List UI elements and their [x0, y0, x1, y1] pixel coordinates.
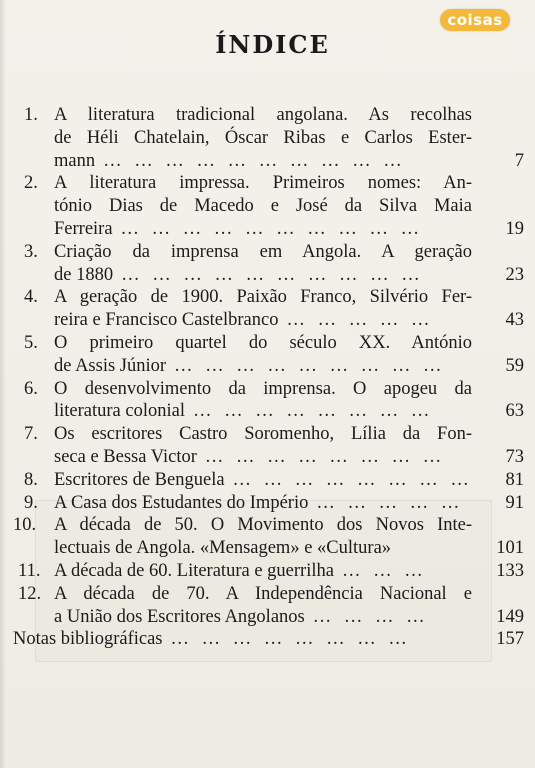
toc-entry-line [54, 560, 472, 583]
toc-entry-page-number: 101 [496, 538, 524, 559]
toc-entry-page-number: 43 [505, 310, 524, 331]
toc-entry-line-text: A década de 70. A Independência Nacional e [54, 583, 472, 604]
toc-entry-text [54, 423, 472, 469]
dot-leaders: … … … … … … … … [232, 469, 473, 490]
toc-entry-line [54, 241, 472, 264]
toc-entry-line [54, 150, 472, 173]
toc-entry-page-number: 19 [505, 218, 524, 239]
toc-entry-line-text: literatura colonial [54, 401, 185, 422]
toc-entry-line [54, 446, 472, 469]
toc-entry [0, 423, 535, 469]
toc-entry-line-text: seca e Bessa Victor [54, 446, 197, 467]
toc-entry-line-text: lectuais de Angola. «Mensagem» e «Cultura» [54, 538, 392, 559]
toc-entry-line-text: Ferreira [54, 218, 113, 239]
toc-entry-line-text: Criação da imprensa em Angola. A geração [54, 241, 472, 262]
toc-entry-text [54, 492, 472, 515]
toc-entry-number: 10. [13, 515, 37, 536]
toc-entry-line-text: tónio Dias de Macedo e José da Silva Maia [54, 196, 472, 217]
dot-leaders: … … … … … … … … [170, 629, 411, 650]
toc-entry-line [54, 332, 472, 355]
toc-entry-text [54, 104, 472, 172]
toc-entry-line-text: O desenvolvimento da imprensa. O apogeu da [54, 378, 472, 399]
toc-entry-text [54, 560, 472, 583]
toc-entry-line [54, 606, 472, 629]
toc-entry-line [54, 104, 472, 127]
toc-entry-page-number: 63 [505, 401, 524, 422]
toc-entry-number: 9. [24, 492, 38, 513]
toc-entry [0, 560, 535, 583]
dot-leaders: … … … … … … … … … … [121, 264, 424, 285]
toc-entry-line-text: A geração de 1900. Paixão Franco, Silvério Fer- [54, 287, 472, 308]
toc-entry [0, 583, 535, 629]
toc-entry [0, 378, 535, 424]
toc-entry-line [54, 172, 472, 195]
toc-notes-entry [0, 628, 535, 651]
dot-leaders: … … … [341, 560, 427, 581]
toc-entry-line-text: A década de 60. Literatura e guerrilha [54, 560, 334, 581]
page-title: ÍNDICE [215, 30, 330, 59]
toc-entry-line-text: Escritores de Benguela [54, 469, 225, 490]
toc-entry-text [54, 332, 472, 378]
toc-entry-line [54, 309, 472, 332]
toc-entry-line-text: reira e Francisco Castelbranco [54, 310, 279, 331]
dot-leaders: … … … … [312, 606, 429, 627]
toc-entry-line-text: de Assis Júnior [54, 355, 167, 376]
toc-entry-line [54, 127, 472, 150]
toc-entry-line-text: Os escritores Castro Soromenho, Lília da Fon- [54, 424, 472, 445]
toc-entry-line-text: A década de 50. O Movimento dos Novos Inte- [54, 515, 472, 536]
toc-entry-text [54, 286, 472, 332]
toc-entry-number: 5. [24, 332, 38, 353]
toc-entry-line [54, 378, 472, 401]
toc-entry-line-text: de Héli Chatelain, Óscar Ribas e Carlos Ester- [54, 127, 472, 148]
toc-entry-line [54, 514, 472, 537]
toc-entry-page-number: 133 [496, 560, 524, 581]
toc-entry-line-text: mann [54, 150, 96, 171]
toc-entry-page-number: 91 [505, 492, 524, 513]
toc-entry-line [54, 492, 472, 515]
toc-entry-line [54, 537, 472, 560]
toc-entry-line-text: a União dos Escritores Angolanos [54, 606, 305, 627]
toc-entry-line [54, 583, 472, 606]
toc-entry-number: 7. [24, 424, 38, 445]
toc-entry-line-text: A Casa dos Estudantes do Império [54, 492, 309, 513]
dot-leaders: … … … … … … … … … … [103, 150, 406, 171]
toc-entry [0, 286, 535, 332]
toc-entry-line-text: A literatura tradicional angolana. As recolhas [54, 105, 472, 125]
toc-entry-line [54, 264, 472, 287]
table-of-contents [0, 104, 535, 651]
toc-entry-number: 6. [24, 378, 38, 399]
dot-leaders: … … … … … … … … … … [120, 218, 424, 239]
toc-entry-line [54, 286, 472, 309]
dot-leaders: … … … … … … … … … [174, 355, 446, 376]
toc-entry-line-text: A literatura impressa. Primeiros nomes: An- [54, 173, 472, 194]
toc-entry-number: 3. [24, 241, 38, 262]
toc-entry-number: 4. [24, 287, 38, 308]
toc-entry-number: 11. [18, 560, 41, 581]
toc-entry-page-number: 7 [514, 150, 524, 171]
toc-entry-page-number: 149 [496, 606, 524, 627]
toc-entry-line [54, 400, 472, 423]
toc-entry [0, 469, 535, 492]
dot-leaders: … … … … … [316, 492, 464, 513]
toc-entry-number: 8. [24, 469, 38, 490]
toc-entry-text [54, 172, 472, 240]
toc-entry [0, 241, 535, 287]
toc-entry-number: 1. [24, 105, 38, 125]
toc-entry-text [54, 241, 472, 287]
toc-entry-number: 2. [24, 173, 38, 194]
toc-entry-line [54, 218, 472, 241]
toc-entry-line-text: de 1880 [54, 264, 114, 285]
toc-notes-text [13, 628, 535, 651]
toc-entry-text [54, 469, 472, 492]
toc-entry [0, 172, 535, 240]
toc-entry-page-number: 59 [505, 355, 524, 376]
watermark-badge: coisas [440, 9, 510, 31]
toc-entry [0, 492, 535, 515]
dot-leaders: … … … … … … … … [192, 401, 434, 422]
toc-entry-text [54, 514, 472, 560]
toc-entry [0, 104, 535, 172]
toc-entry-text [54, 378, 472, 424]
toc-entry-page-number: 81 [505, 469, 524, 490]
toc-entry [0, 514, 535, 560]
toc-entry-line [54, 469, 472, 492]
toc-entry-page-number: 23 [505, 264, 524, 285]
toc-entry [0, 332, 535, 378]
toc-entry-text [54, 583, 472, 629]
toc-entry-line [54, 423, 472, 446]
toc-entry-line [54, 355, 472, 378]
toc-entry-number: 12. [18, 583, 42, 604]
dot-leaders: … … … … … … … … [204, 446, 446, 467]
toc-notes-label: Notas bibliográficas [13, 629, 163, 650]
toc-entry-page-number: 73 [505, 446, 524, 467]
dot-leaders: … … … … … [286, 310, 434, 331]
toc-entry-line [54, 195, 472, 218]
toc-entry-line-text: O primeiro quartel do século XX. António [54, 332, 472, 353]
toc-notes-page-number: 157 [496, 629, 524, 650]
